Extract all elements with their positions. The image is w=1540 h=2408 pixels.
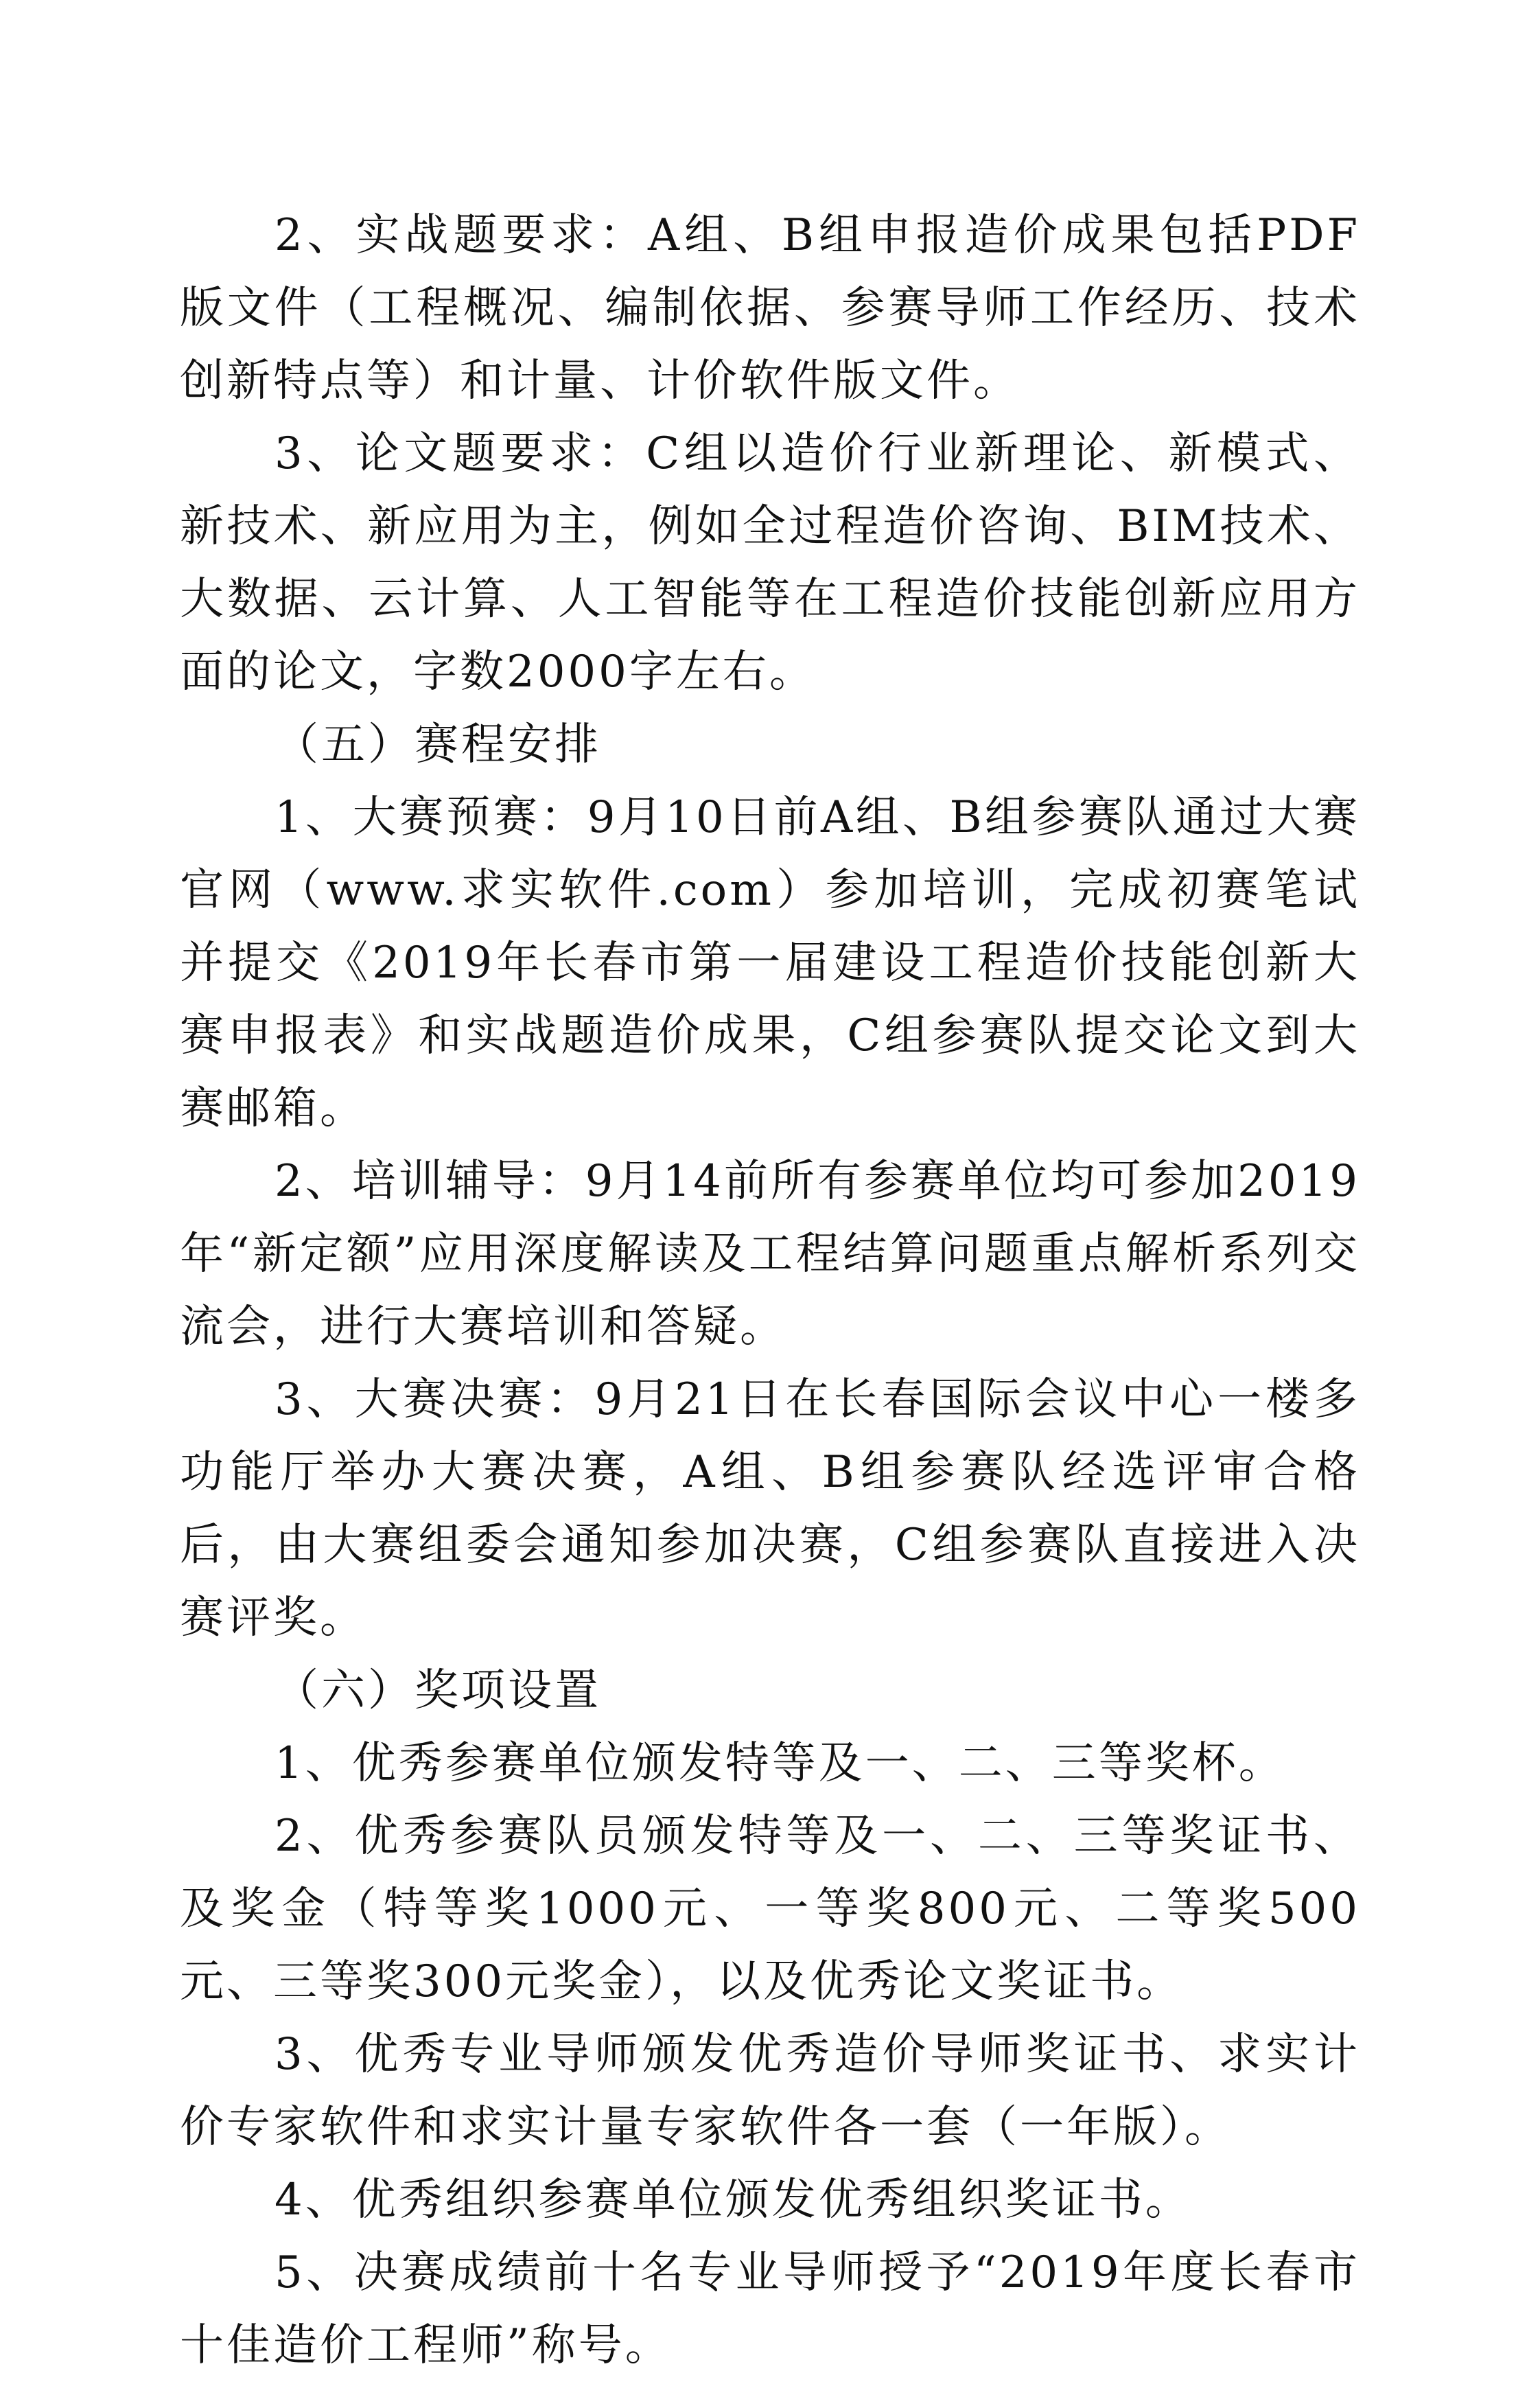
- requirement-practical: 2、实战题要求：A组、B组申报造价成果包括PDF版文件（工程概况、编制依据、参赛导师工作经历、技术创新特点等）和计量、计价软件版文件。: [180, 210, 1360, 406]
- requirement-paper: 3、论文题要求：C组以造价行业新理论、新模式、新技术、新应用为主，例如全过程造价咨询、BIM技术、大数据、云计算、人工智能等在工程造价技能创新应用方面的论文，字数2000字左右。: [180, 428, 1360, 697]
- award-members: 2、优秀参赛队员颁发特等及一、二、三等奖证书、及奖金（特等奖1000元、一等奖800元、二等奖500元、三等奖300元奖金），以及优秀论文奖证书。: [180, 1811, 1360, 2007]
- section-heading-schedule: （五）赛程安排: [275, 719, 601, 770]
- award-mentors: 3、优秀专业导师颁发优秀造价导师奖证书、求实计价专家软件和求实计量专家软件各一套（一年版）。: [180, 2029, 1360, 2153]
- schedule-final: 3、大赛决赛：9月21日在长春国际会议中心一楼多功能厅举办大赛决赛，A组、B组参赛队经选评审合格后，由大赛组委会通知参加决赛，C组参赛队直接进入决赛评奖。: [180, 1374, 1360, 1643]
- schedule-training: 2、培训辅导：9月14前所有参赛单位均可参加2019年“新定额”应用深度解读及工程结算问题重点解析系列交流会，进行大赛培训和答疑。: [180, 1156, 1360, 1352]
- section-heading-awards: （六）奖项设置: [275, 1665, 601, 1716]
- schedule-preliminary: 1、大赛预赛：9月10日前A组、B组参赛队通过大赛官网（www.求实软件.com）参加培训，完成初赛笔试并提交《2019年长春市第一届建设工程造价技能创新大赛申报表》和实战题造价成果，C组参赛队提交论文到大赛邮箱。: [180, 792, 1360, 1134]
- award-units: 1、优秀参赛单位颁发特等及一、二、三等奖杯。: [275, 1738, 1285, 1789]
- document-page: [180, 199, 1360, 2382]
- award-top-ten: 5、决赛成绩前十名专业导师授予“2019年度长春市十佳造价工程师”称号。: [180, 2247, 1360, 2371]
- award-organizers: 4、优秀组织参赛单位颁发优秀组织奖证书。: [275, 2175, 1192, 2225]
